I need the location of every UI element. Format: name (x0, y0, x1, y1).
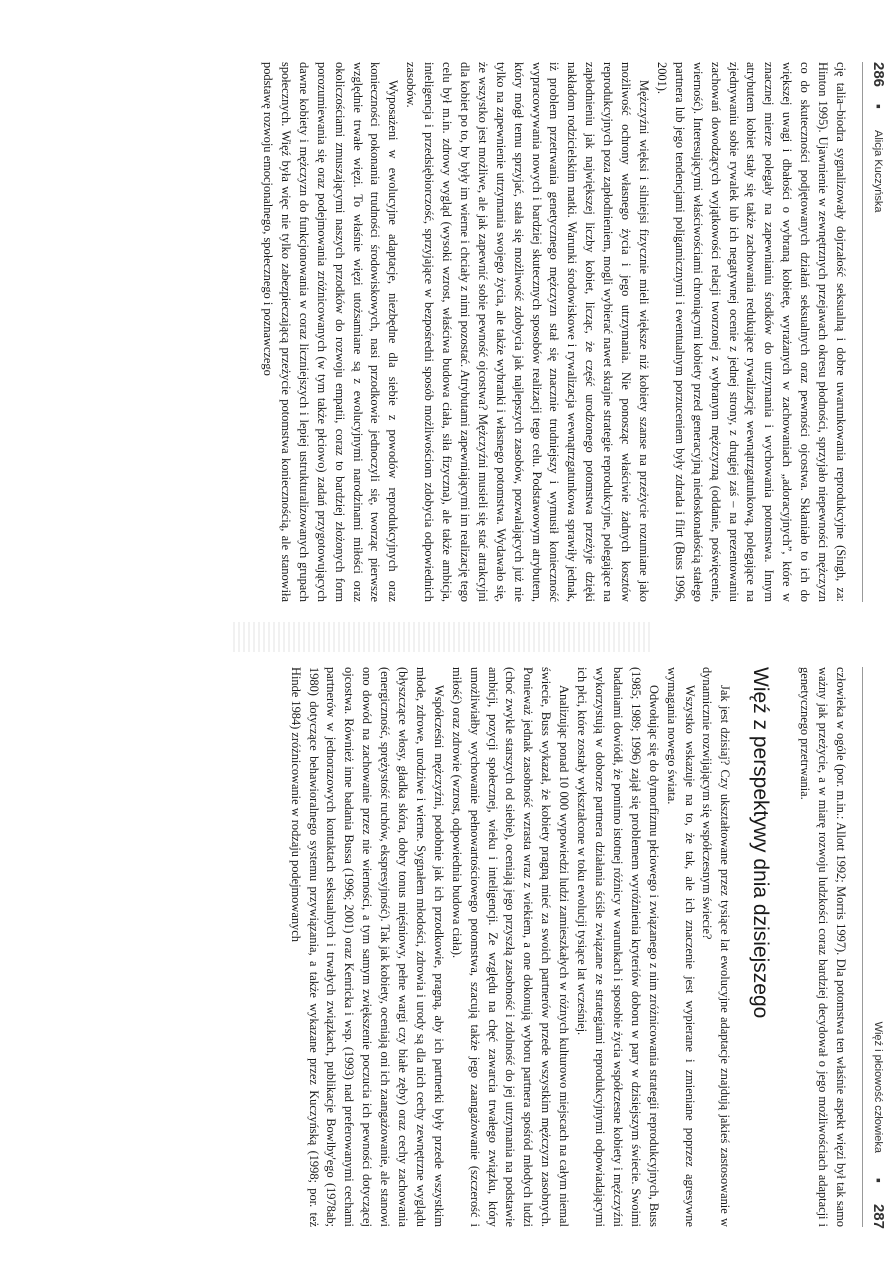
right-running-head (865, 655, 887, 1263)
bullet-icon: ▪ (871, 104, 887, 109)
gutter-scan-artifact (233, 622, 653, 652)
paragraph: Współcześni mężczyźni, podobnie jak ich przodkowie, pragną, aby ich partnerki były przede wszystkim młode, zdrowe, urodziwe i wierne. Sygnałem młodości, zdrowia i urody są dla nich cechy zewnętrzne wyglądu (błyszczące włosy, gładka skóra, dobry tonus mięśniowy, pełne wargi czy białe zęby) oraz cechy zachowania (energiczność, sprężystość ruchów, ekspresyjność). Tak jak kobiety, oceniają oni ich zaangażowanie, ale stanowi ono dowód na zachowanie przez nie wierności, a tym samym zwiększenie poczucia ich pewności dotyczącej ojcostwa. Również inne badania Bussa (1996; 2001) oraz Kenricka i wsp. (1993) nad preferowanymi cechami partnerów w jednorazowych kontaktach seksualnych i trwałych związkach, publikacje Bowlby'ego (1978ab; 1980) dotyczące behawioralnego systemu przywiązania, a także wykazane przez Kuczyńską (1998; por. też Hinde 1984) zróżnicowanie w rodzaju podejmowanych (288, 667, 446, 1227)
paragraph: człowieka w ogóle (por. m.in.: Allott 1992; Morris 1997). Dla potomstwa ten właśnie aspekt więzi był tak samo ważny jak przeżycie, a w miarę rozwoju ludzkości coraz bardziej decydował o jego możliwościach adaptacji i genetycznego przetrwania. (798, 667, 848, 1227)
paragraph: Wyposażeni w ewolucyjne adaptacje, niezbędne dla siebie z powodów reprodukcyjnych oraz konieczności pokonania trudności środowiskowych, nasi przodkowie jednoczyli się, tworząc pierwsze względnie trwałe więzi. To właśnie więzi utożsamiane są z ewolucyjnymi narodzinami miłości oraz okoliczościami zmuszającymi naszych przodków do rozwoju empatii, coraz to bardziej złożonych form porozumiewania się oraz podejmowania zróżnicowanych (w tym także płciowo) zadań przygotowujących dawne kobiety i mężczyzn do funkcjonowania w coraz liczniejszych i lepiej ustrukturalizowanych grupach społecznych. Więź była więc nie tylko zabezpieczającą przeżycie potomstwa koniecznością, ale stanowiła podstawę rozwoju emocjonalnego, społecznego i poznawczego (261, 62, 401, 602)
running-author: Alicja Kuczyńska (872, 130, 884, 213)
bullet-icon: ▪ (871, 1178, 887, 1183)
section-heading: Więź z perspektywy dnia dzisiejszego (749, 667, 773, 1019)
paragraph: Analizując ponad 10 000 wypowiedzi ludzi zamieszkałych w różnych kulturowo miejscach na całym niemal świecie, Buss wykazał, że kobiety pragną mieć za swoich partnerów przede wszystkim mężczyzn zasobnych. Ponieważ jednak zasobność wzrasta wraz z wiekiem, a one dokonują wyboru partnera spośród młodych ludzi (choć zwykle starszych od siebie), oceniają jego przyszłą zasobność i zdolność do jej utrzymania na podstawie ambicji, pozycji społecznej, wieku i inteligencji. Ze względu na chęć zawarcia trwałego związku, który umożliwiałby wychowanie pełnowartościowego potomstwa, szacują także jego zaangażowanie (szczerość i miłość) oraz zdrowie (wzrost, odpowiednia budowa ciała). (449, 667, 572, 1227)
paragraph: Wszystko wskazuje na to, że tak, ale ich znaczenie jest wypierane i zmieniane poprzez agresywne wymagania nowego świata. (664, 667, 697, 1227)
page-number: 287 (870, 1203, 887, 1229)
page-number: 286 (870, 62, 887, 88)
paragraph: cję talia–biodra sygnalizowały dojrzałość seksualną i dobre uwarunkowania reprodukcyjne (Singh, za: Hinton 1995). Ujawnienie w zewnętrznych przejawach okresu płodności, sprzyjało niepewności mężczyzn co do skuteczności podjętowanych działań seksualnych oraz pewności ojcostwa. Skłaniało to ich do większej uwagi i dbałości o wybraną kobietę, wyrażanych w zachowaniach „adoracyjnych”, które w znacznej mierze polegały na zapewnianiu środków do utrzymania i wychowania potomstwa. Innym atrybutem kobiet stały się także zachowania redukujące rywalizację wewnątrzgatunkową, polegające na zjednywaniu sobie rywalek lub ich negatywnej ocenie z jednej strony, z drugiej zaś – na prezentowaniu zachowań dowodzących wyjątkowości relacji tworzonej z wybranym mężczyzną (oddanie, poświęcenie, wierność). Interesującymi właściwościami chroniącymi kobiety przed generacyjną niedoskonałością stałego partnera lub jego tendencjami poligamicznymi i ewentualnym porzuceniem były zdrada i flirt (Buss 1996, 2001). (654, 62, 848, 602)
left-page (0, 0, 893, 620)
running-title: Więź i płciowość człowieka (872, 1021, 884, 1153)
right-page (0, 655, 893, 1263)
header-rule (862, 62, 863, 602)
right-body-text (286, 667, 849, 1227)
paragraph: Jak jest dzisiaj? Czy ukształtowane przez tysiące lat ewolucyjne adaptacje znajdują jakieś zastosowanie w dynamicznie rozwijającym się współczesnym świecie? (700, 667, 733, 1227)
paragraph: Odwołując się do dymorfizmu płciowego i związanego z nim zróżnicowania strategii reprodukcyjnych, Buss (1985; 1989; 1996) zajął się problemem wyróżnienia kryteriów doboru w pary w dzisiejszym świecie. Swoimi badaniami dowiódł, że pomimo istotnej różnicy w warunkach i sposobie życia współczesne kobiety i mężczyźni wykorzystują w doborze partnera działania ściśle związane ze strategiami reprodukcyjnymi odpowiadającymi ich płci, które zostały wykształcone w toku ewolucji tysiące lat wcześniej. (575, 667, 661, 1227)
paragraph: Mężczyźni więksi i silniejsi fizycznie mieli większe niż kobiety szanse na przeżycie rozumiane jako możliwość ochrony własnego życia i jego utrzymania. Nie ponosząc właściwie żadnych kosztów reprodukcyjnych poza zapłodnieniem, mogli wybierać nawet skrajne strategie reprodukcyjne, polegające na zapłodnieniu jak największej liczby kobiet, licząc, że część urodzonego potomstwa przeżyje dzięki nakładom rodzicielskim matki. Warunki środowiskowe i rywalizacja wewnątrzgatunkowa sprawiły jednak, iż problem przetrwania genetycznego mężczyzn stał się znacznie trudniejszy i wymusił konieczność wypracowywania nowych i bardziej skutecznych sposobów realizacji tego celu. Podstawowym atrybutem, który mógł temu sprzyjać, stała się możliwość zdobycia jak najlepszych zasobów, pozwalających już nie tylko na zapewnienie utrzymania swojego życia, ale także wybranki i własnego potomstwa. Wydawało się, że wszystko jest możliwe, ale jak zapewnić sobie pewność ojcostwa? Mężczyźni musieli się stać atrakcyjni dla kobiet po to, by były im wierne i chciały z nimi pozostać. Atrybutami zapewniającymi im realizację tego celu był m.in. zdrowy wygląd (wysoki wzrost, właściwa budowa ciała, siła fizyczna), ale także ambicja, inteligencja i przedsiębiorczość, sprzyjające w bezpośredni sposób możliwościom zdobycia odpowiednich zasobów. (404, 62, 652, 602)
left-running-head (865, 0, 887, 620)
header-rule (862, 667, 863, 1227)
left-body-text (258, 62, 849, 602)
